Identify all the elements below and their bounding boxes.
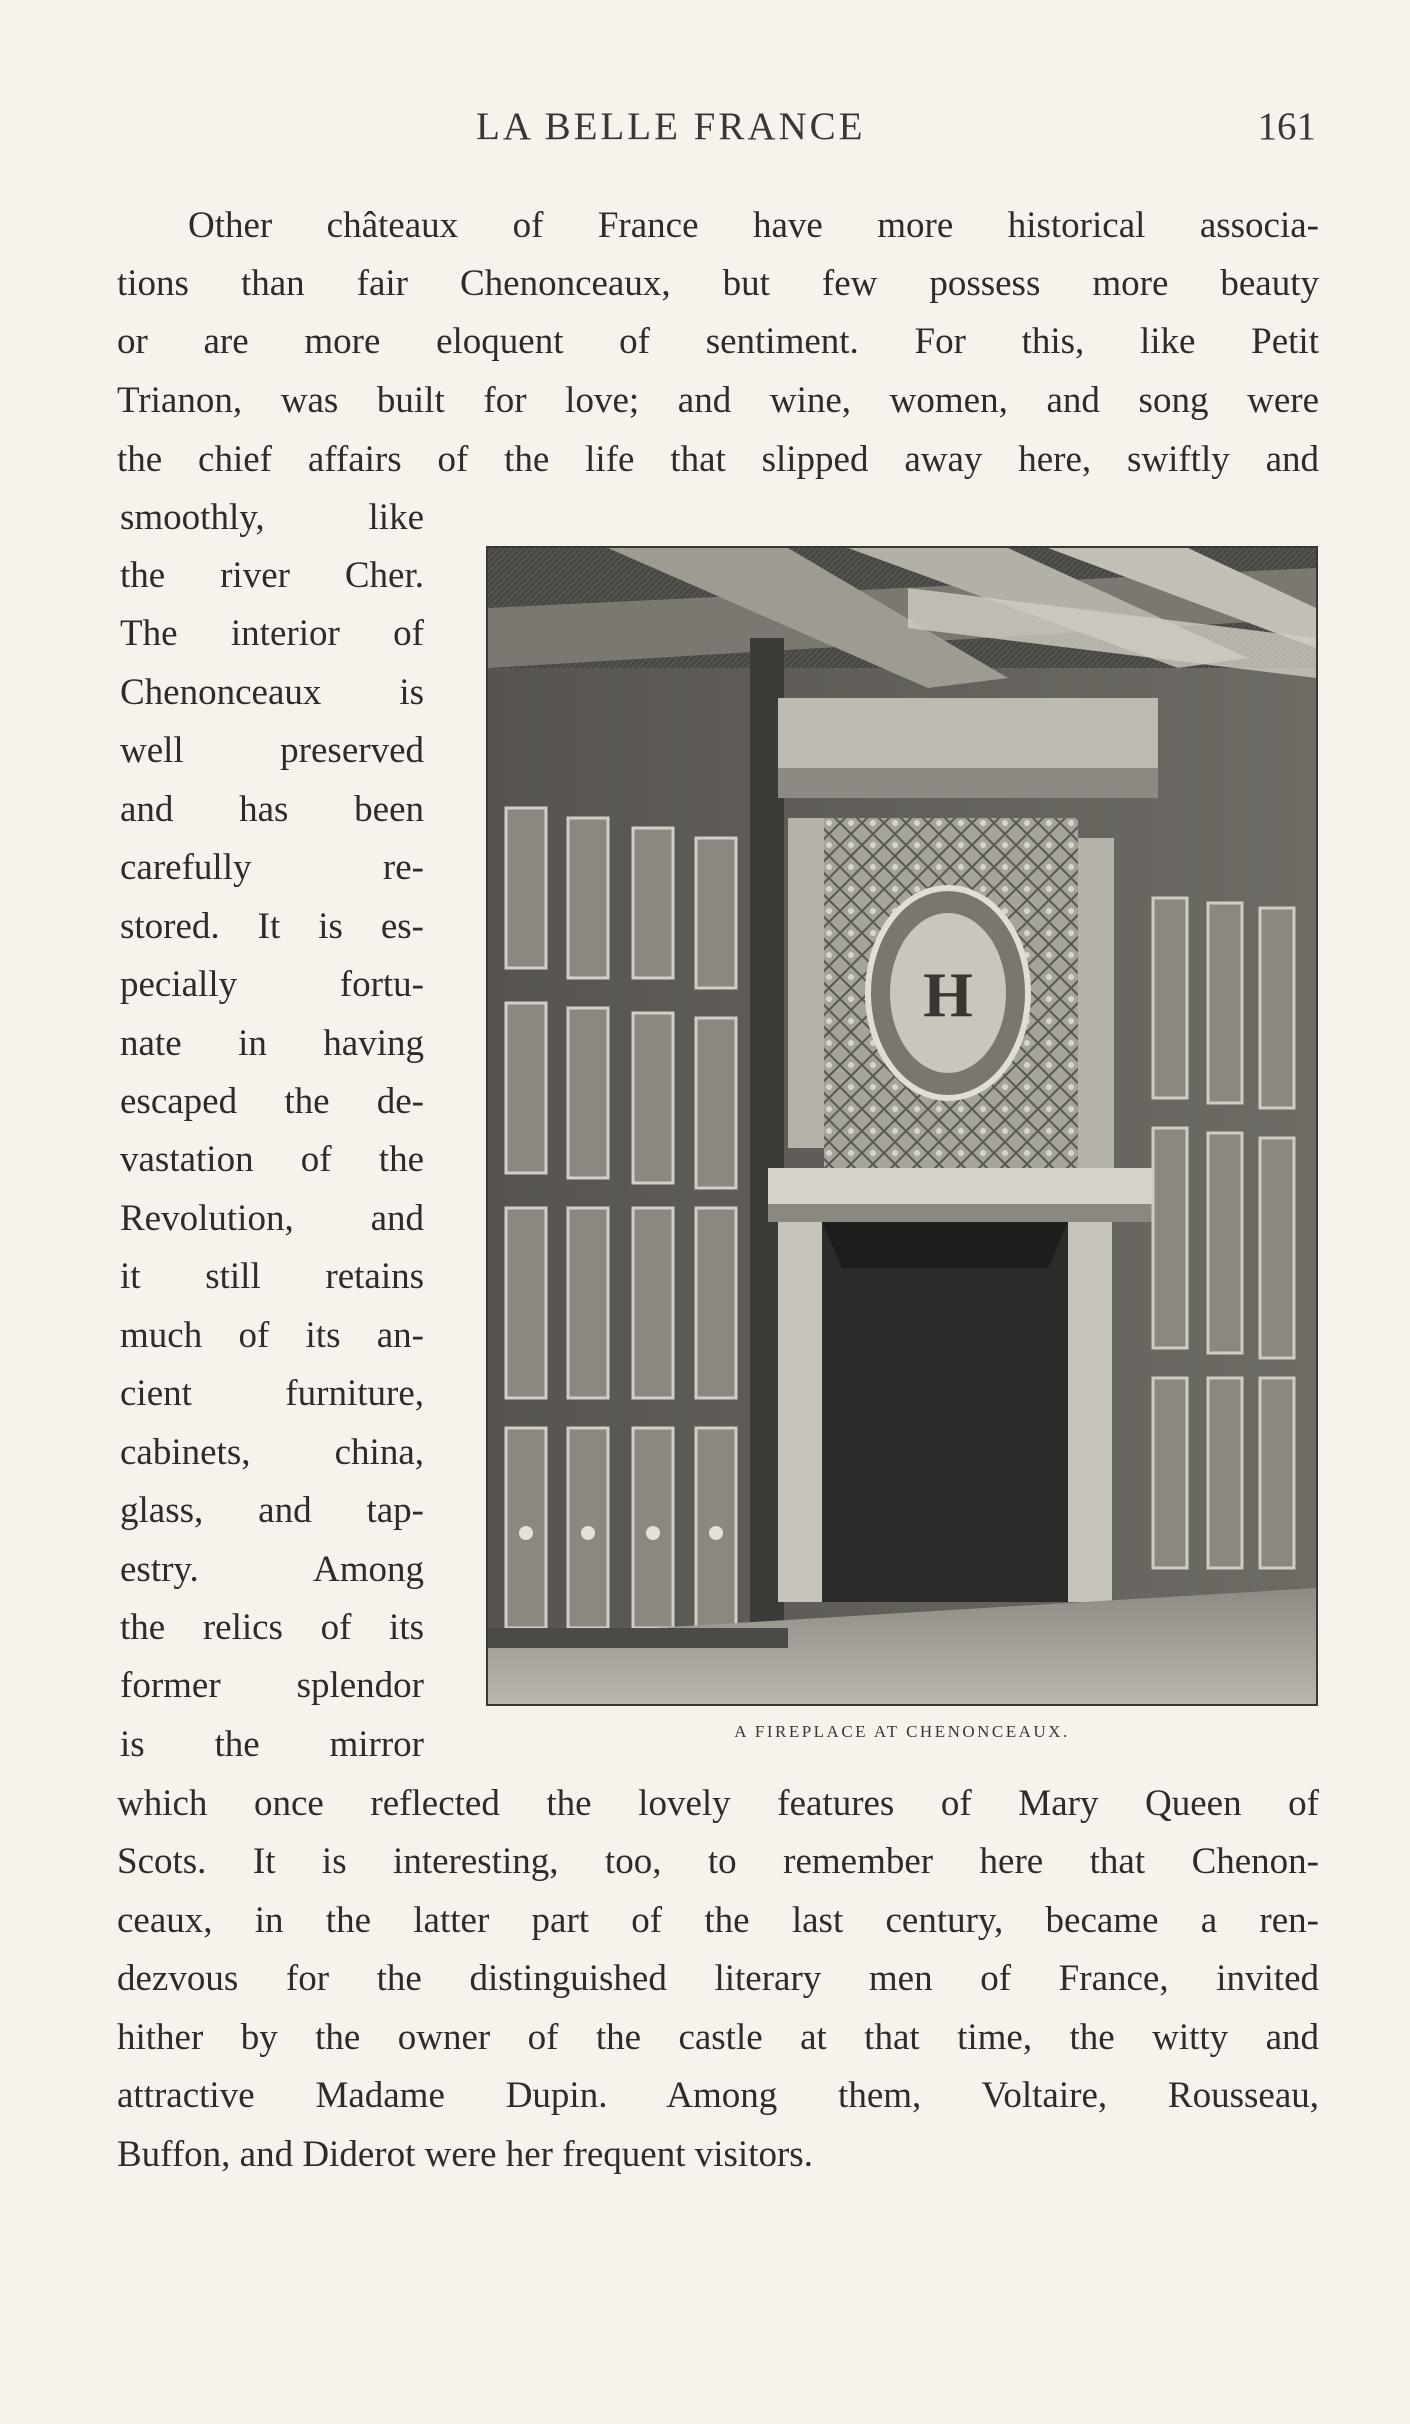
text-line: nate in having [120, 1023, 424, 1064]
running-title: LA BELLE FRANCE [476, 105, 866, 148]
text-line: hither by the owner of the castle at that time, the witty and [117, 2017, 1319, 2058]
text-line: is the mirror [120, 1724, 424, 1765]
running-head [0, 104, 1410, 154]
text-line: vastation of the [120, 1139, 424, 1180]
page-number: 161 [1257, 105, 1316, 148]
text-line: escaped the de- [120, 1081, 424, 1122]
text-line: cabinets, china, [120, 1432, 424, 1473]
text-line: The interior of [120, 613, 424, 654]
text-line: ceaux, in the latter part of the last century, became a ren- [117, 1900, 1319, 1941]
text-line: smoothly, like [120, 497, 424, 538]
text-line: the relics of its [120, 1607, 424, 1648]
monogram-letter: H [923, 959, 973, 1030]
text-line: the chief affairs of the life that slipped away here, swiftly and [117, 439, 1319, 480]
text-line: well preserved [120, 730, 424, 771]
text-line: tions than fair Chenonceaux, but few possess more beauty [117, 263, 1319, 304]
text-line: which once reflected the lovely features of Mary Queen of [117, 1783, 1319, 1824]
text-line: much of its an- [120, 1315, 424, 1356]
text-line: the river Cher. [120, 555, 424, 596]
figure-caption: A FIREPLACE AT CHENONCEAUX. [734, 1722, 1070, 1741]
text-line: dezvous for the distinguished literary men of France, invited [117, 1958, 1319, 1999]
text-line: cient furniture, [120, 1373, 424, 1414]
text-line: glass, and tap- [120, 1490, 424, 1531]
text-line: stored. It is es- [120, 906, 424, 947]
text-line: it still retains [120, 1256, 424, 1297]
text-line: Revolution, and [120, 1198, 424, 1239]
text-line: pecially fortu- [120, 964, 424, 1005]
text-line: former splendor [120, 1665, 424, 1706]
fireplace-illustration [486, 546, 1318, 1706]
text-line: carefully re- [120, 847, 424, 888]
text-line: or are more eloquent of sentiment. For this, like Petit [117, 321, 1319, 362]
text-line: attractive Madame Dupin. Among them, Voltaire, Rousseau, [117, 2075, 1319, 2116]
text-line: Scots. It is interesting, too, to remember here that Chenon- [117, 1841, 1319, 1882]
text-line: Trianon, was built for love; and wine, women, and song were [117, 380, 1319, 421]
text-line: Chenonceaux is [120, 672, 424, 713]
text-line: and has been [120, 789, 424, 830]
text-line: Buffon, and Diderot were her frequent visitors. [117, 2134, 813, 2175]
text-line: estry. Among [120, 1549, 424, 1590]
text-line: Other châteaux of France have more historical associa- [188, 205, 1319, 246]
